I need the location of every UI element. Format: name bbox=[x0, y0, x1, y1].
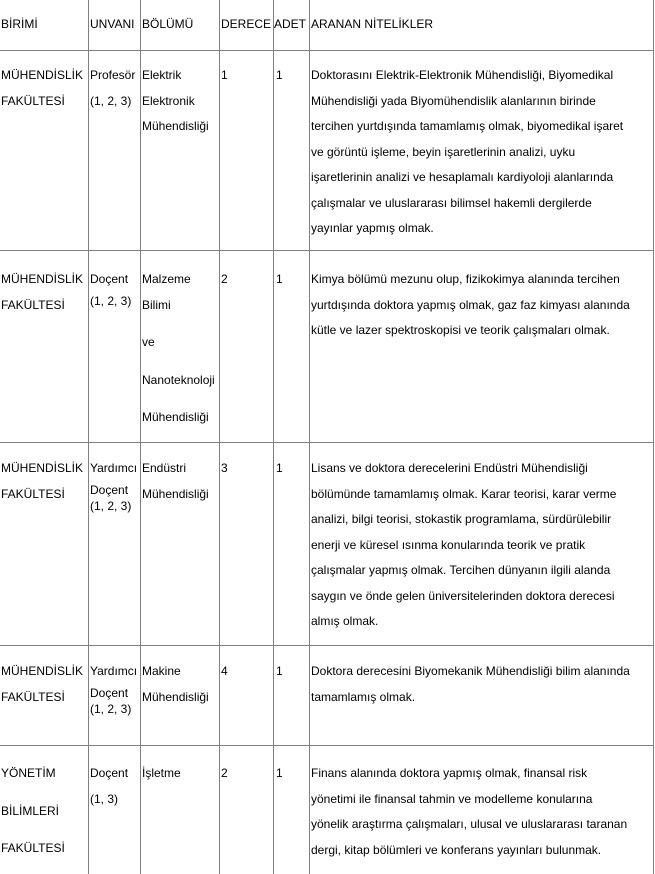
cell-unvani bbox=[90, 63, 135, 114]
cell-line: İşletme bbox=[142, 766, 181, 780]
cell-line: Mühendisliği bbox=[142, 689, 209, 704]
cell-line: FAKÜLTESİ bbox=[1, 841, 65, 855]
cell-line: Endüstri bbox=[142, 461, 187, 475]
cell-adet: 1 bbox=[276, 766, 283, 780]
cell-line: kütle ve lazer spektroskopisi ve teorik çalışmaları olmak. bbox=[311, 323, 610, 337]
cell-birimi bbox=[1, 456, 83, 507]
cell-line: saygın ve önde gelen üniversitelerinden doktora derecesi bbox=[311, 588, 615, 603]
cell-adet: 1 bbox=[276, 272, 283, 286]
cell-line: Doçent bbox=[90, 272, 129, 286]
column-divider bbox=[88, 0, 89, 874]
cell-line: MÜHENDİSLİK bbox=[1, 68, 84, 82]
cell-line: FAKÜLTESİ bbox=[1, 486, 65, 501]
cell-line: yayınlar yapmış olmak. bbox=[311, 221, 434, 235]
cell-line: çalışmalar ve uluslararası bilimsel hakemli dergilerde bbox=[311, 195, 592, 210]
row-divider bbox=[0, 250, 654, 251]
cell-line: Nanoteknoloji bbox=[142, 372, 215, 387]
cell-line: Makine bbox=[142, 664, 181, 678]
cell-bolumu bbox=[142, 761, 181, 787]
cell-line: enerji ve küresel ısınma konularında teorik ve pratik bbox=[311, 537, 586, 552]
cell-line: Profesör bbox=[90, 68, 136, 82]
cell-line: (1, 2, 3) bbox=[90, 701, 132, 716]
cell-line: ve görüntü işleme, beyin işaretlerinin analizi, uyku bbox=[311, 144, 576, 159]
row-divider bbox=[0, 745, 654, 746]
cell-line: bölümünde tamamlamış olmak. Karar teorisi, karar verme bbox=[311, 486, 617, 501]
cell-line: (1, 3) bbox=[90, 791, 119, 806]
cell-line: FAKÜLTESİ bbox=[1, 297, 65, 312]
row-divider bbox=[0, 645, 654, 646]
header-aranan-nitelikler: ARANAN NİTELİKLER bbox=[311, 17, 434, 31]
cell-line: Doçent bbox=[90, 766, 129, 780]
cell-derece: 4 bbox=[221, 664, 228, 678]
cell-bolumu bbox=[142, 456, 209, 507]
cell-line: Bilimi bbox=[142, 297, 171, 312]
cell-line: Doçent bbox=[90, 685, 129, 700]
cell-adet: 1 bbox=[276, 664, 283, 678]
row-divider bbox=[0, 442, 654, 443]
cell-line: (1, 2, 3) bbox=[90, 498, 132, 513]
cell-line: ve bbox=[142, 335, 155, 349]
cell-line: işaretlerinin analizi ve hesaplamalı kardiyoloji alanlarında bbox=[311, 170, 614, 184]
cell-nitelikler bbox=[311, 456, 616, 635]
column-divider bbox=[653, 0, 654, 874]
cell-bolumu bbox=[142, 659, 209, 710]
header-adet: ADET bbox=[274, 17, 307, 31]
cell-line: Mühendisliği bbox=[142, 119, 209, 133]
cell-line: Yardımcı bbox=[90, 664, 138, 678]
cell-bolumu bbox=[142, 267, 215, 431]
cell-line: MÜHENDİSLİK bbox=[1, 461, 84, 475]
cell-birimi bbox=[1, 659, 83, 710]
cell-derece: 3 bbox=[221, 461, 228, 475]
cell-line: FAKÜLTESİ bbox=[1, 93, 65, 108]
cell-line: Mühendisliği bbox=[142, 410, 209, 424]
cell-birimi bbox=[1, 267, 83, 318]
cell-line: yönelik araştırma çalışmaları, ulusal ve uluslararası taranan bbox=[311, 817, 628, 831]
cell-line: Mühendisliği yada Biyomühendislik alanlarının birinde bbox=[311, 93, 596, 108]
cell-line: yönetimi ile finansal tahmin ve modelleme konularına bbox=[311, 791, 593, 806]
cell-line: Lisans ve doktora derecelerini Endüstri Mühendisliği bbox=[311, 461, 588, 475]
cell-bolumu bbox=[142, 63, 209, 140]
cell-line: Mühendisliği bbox=[142, 486, 209, 501]
cell-nitelikler bbox=[311, 761, 627, 863]
cell-line: Elektrik bbox=[142, 68, 182, 82]
cell-line: Malzeme bbox=[142, 272, 191, 286]
header-birimi: BİRİMİ bbox=[1, 17, 38, 31]
cell-line: FAKÜLTESİ bbox=[1, 689, 65, 704]
row-divider bbox=[0, 50, 654, 51]
cell-line: Doktorasını Elektrik-Elektronik Mühendisliği, Biyomedikal bbox=[311, 68, 614, 82]
cell-unvani bbox=[90, 761, 128, 812]
column-divider bbox=[273, 0, 274, 874]
cell-line: Yardımcı bbox=[90, 461, 138, 475]
cell-derece: 2 bbox=[221, 272, 228, 286]
cell-line: almış olmak. bbox=[311, 614, 379, 628]
cell-line: YÖNETİM bbox=[1, 766, 56, 780]
cell-line: tercihen yurtdışında tamamlamış olmak, biyomedikal işaret bbox=[311, 119, 624, 133]
cell-birimi bbox=[1, 63, 83, 114]
cell-line: MÜHENDİSLİK bbox=[1, 664, 84, 678]
cell-birimi bbox=[1, 761, 65, 862]
cell-adet: 1 bbox=[276, 68, 283, 82]
cell-nitelikler bbox=[311, 659, 630, 710]
header-derece: DERECE bbox=[221, 17, 272, 31]
cell-line: dergi, kitap bölümleri ve konferans yayınları bulunmak. bbox=[311, 842, 602, 857]
cell-line: (1, 2, 3) bbox=[90, 293, 132, 308]
cell-line: analizi, bilgi teorisi, stokastik programlama, sürdürülebilir bbox=[311, 512, 612, 526]
cell-line: Doktora derecesini Biyomekanik Mühendisliği bilim alanında bbox=[311, 664, 630, 678]
cell-line: yurtdışında doktora yapmış olmak, gaz faz kimyası alanında bbox=[311, 297, 630, 312]
cell-unvani bbox=[90, 659, 137, 717]
cell-line: Elektronik bbox=[142, 93, 195, 108]
cell-derece: 1 bbox=[221, 68, 228, 82]
cell-line: BİLİMLERİ bbox=[1, 803, 60, 818]
cell-line: Kimya bölümü mezunu olup, fizikokimya alanında tercihen bbox=[311, 272, 620, 286]
header-unvani: UNVANI bbox=[90, 17, 135, 31]
cell-line: çalışmalar yapmış olmak. Tercihen dünyanın ilgili alanda bbox=[311, 563, 611, 577]
cell-line: Finans alanında doktora yapmış olmak, finansal risk bbox=[311, 766, 588, 780]
column-divider bbox=[219, 0, 220, 874]
cell-nitelikler bbox=[311, 63, 623, 242]
cell-derece: 2 bbox=[221, 766, 228, 780]
cell-unvani bbox=[90, 267, 131, 309]
cell-unvani bbox=[90, 456, 137, 514]
cell-line: (1, 2, 3) bbox=[90, 93, 132, 108]
cell-nitelikler bbox=[311, 267, 630, 344]
header-bolumu: BÖLÜMÜ bbox=[142, 17, 194, 31]
column-divider bbox=[140, 0, 141, 874]
cell-line: tamamlamış olmak. bbox=[311, 689, 416, 704]
column-divider bbox=[309, 0, 310, 874]
cell-adet: 1 bbox=[276, 461, 283, 475]
cell-line: MÜHENDİSLİK bbox=[1, 272, 84, 286]
cell-line: Doçent bbox=[90, 482, 129, 497]
